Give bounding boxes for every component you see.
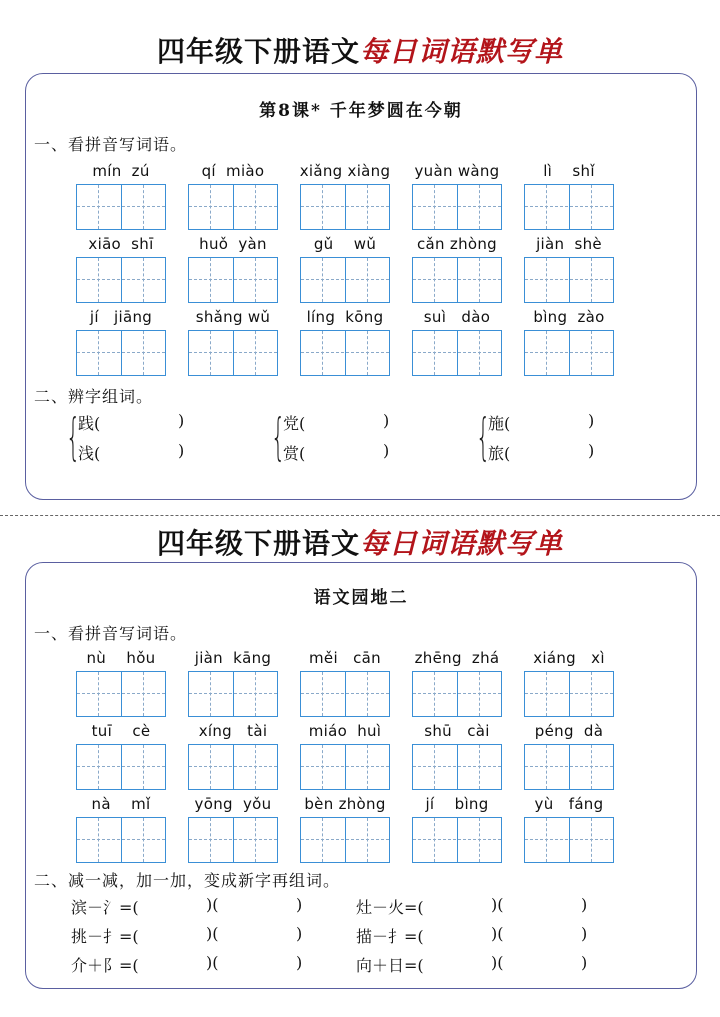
pinyin-word — [188, 162, 278, 234]
lesson-title: 第8课* 千年梦圆在今朝 — [259, 101, 463, 121]
pair-close: ) — [178, 411, 185, 430]
pair-char: 赏( — [283, 444, 306, 463]
pair-line[interactable] — [488, 441, 648, 467]
pinyin-text: jí jiāng — [89, 308, 153, 326]
pinyin-word — [300, 649, 390, 721]
pinyin-row — [76, 162, 666, 234]
pinyin-text: xiǎng xiàng — [299, 162, 391, 180]
equation-mid: )( — [206, 924, 219, 943]
addsub-equation[interactable] — [356, 924, 616, 950]
distinguish-pair — [66, 408, 236, 471]
pinyin-word — [300, 795, 390, 867]
pinyin-word — [412, 235, 502, 307]
pinyin-text: jiàn kāng — [194, 649, 272, 667]
header-black-text: 四年级下册语文 — [156, 35, 360, 68]
writing-box[interactable] — [412, 671, 502, 717]
pair-char: 旅( — [488, 444, 511, 463]
pinyin-text: bìng zào — [533, 308, 605, 326]
pair-close: ) — [383, 411, 390, 430]
writing-box[interactable] — [188, 184, 278, 230]
equation-mid: )( — [491, 895, 504, 914]
addsub-equation[interactable] — [71, 895, 331, 921]
writing-box[interactable] — [524, 330, 614, 376]
pinyin-text: xiáng xì — [533, 649, 605, 667]
pinyin-word — [524, 795, 614, 867]
pinyin-text: shǎng wǔ — [195, 308, 271, 326]
section-distinguish-title: 二、辨字组词。 — [34, 387, 154, 406]
pinyin-word — [76, 649, 166, 721]
writing-box[interactable] — [188, 744, 278, 790]
equation-mid: )( — [491, 924, 504, 943]
pinyin-row — [76, 795, 666, 867]
pair-char: 党( — [283, 414, 306, 433]
distinguish-pair — [271, 408, 441, 471]
pinyin-text: suì dào — [423, 308, 491, 326]
pinyin-word — [76, 235, 166, 307]
pinyin-word — [524, 235, 614, 307]
pinyin-word — [412, 795, 502, 867]
pinyin-text: xíng tài — [198, 722, 268, 740]
pair-line[interactable] — [488, 411, 648, 437]
pinyin-text: cǎn zhòng — [417, 235, 497, 253]
pinyin-text: mín zú — [92, 162, 150, 180]
distinguish-pair — [476, 408, 646, 471]
writing-box[interactable] — [76, 744, 166, 790]
pair-close: ) — [383, 441, 390, 460]
pair-line[interactable] — [283, 411, 443, 437]
pinyin-word — [76, 722, 166, 794]
pair-char: 践( — [78, 414, 101, 433]
equation-mid: )( — [206, 895, 219, 914]
pinyin-word — [188, 722, 278, 794]
pinyin-text: líng kōng — [306, 308, 384, 326]
pinyin-word — [300, 235, 390, 307]
writing-box[interactable] — [300, 744, 390, 790]
writing-box[interactable] — [524, 184, 614, 230]
addsub-equation[interactable] — [356, 953, 616, 979]
pinyin-row — [76, 308, 666, 380]
writing-box[interactable] — [412, 330, 502, 376]
pinyin-text: tuī cè — [91, 722, 151, 740]
pinyin-text: péng dà — [534, 722, 604, 740]
writing-box[interactable] — [188, 330, 278, 376]
sheet2-header — [0, 522, 720, 562]
pair-line[interactable] — [78, 441, 238, 467]
pinyin-word — [76, 308, 166, 380]
writing-box[interactable] — [524, 671, 614, 717]
pinyin-word — [76, 162, 166, 234]
pinyin-text: huǒ yàn — [199, 235, 267, 253]
pair-close: ) — [178, 441, 185, 460]
addsub-equation[interactable] — [356, 895, 616, 921]
pinyin-word — [524, 722, 614, 794]
pinyin-word — [524, 308, 614, 380]
equation-lhs: 滨－氵=( — [71, 898, 139, 917]
pinyin-row — [76, 722, 666, 794]
writing-box[interactable] — [412, 744, 502, 790]
pair-close: ) — [588, 441, 595, 460]
pinyin-text: gǔ wǔ — [313, 235, 377, 253]
writing-box[interactable] — [188, 817, 278, 863]
pinyin-word — [300, 162, 390, 234]
pinyin-text: měi cān — [309, 649, 381, 667]
pinyin-word — [188, 649, 278, 721]
section-pinyin-title: 一、看拼音写词语。 — [34, 135, 188, 154]
pinyin-word — [300, 722, 390, 794]
sheet2-panel — [25, 562, 697, 989]
section-addsub-title: 二、减一减，加一加，变成新字再组词。 — [34, 871, 341, 890]
writing-box[interactable] — [300, 184, 390, 230]
pinyin-text: nù hǒu — [86, 649, 156, 667]
section-pinyin-title: 一、看拼音写词语。 — [34, 624, 188, 643]
sheet1-header — [0, 30, 720, 70]
distinguish-pairs — [66, 408, 666, 471]
pinyin-row — [76, 649, 666, 721]
pinyin-text: zhēng zhá — [414, 649, 500, 667]
pinyin-word — [412, 649, 502, 721]
equation-end: ) — [581, 924, 588, 943]
pair-char: 浅( — [78, 444, 101, 463]
writing-box[interactable] — [412, 257, 502, 303]
lesson-title: 语文园地二 — [313, 588, 409, 608]
pinyin-text: jiàn shè — [536, 235, 602, 253]
pinyin-word — [76, 795, 166, 867]
writing-box[interactable] — [524, 257, 614, 303]
writing-box[interactable] — [300, 257, 390, 303]
equation-mid: )( — [206, 953, 219, 972]
pinyin-word — [188, 235, 278, 307]
pinyin-text: yù fáng — [534, 795, 604, 813]
pinyin-text: xiāo shī — [88, 235, 154, 253]
brace-icon: { — [66, 408, 81, 466]
header-red-text: 每日词语默写单 — [360, 35, 564, 68]
equation-end: ) — [581, 895, 588, 914]
pair-line[interactable] — [78, 411, 238, 437]
pinyin-word — [412, 308, 502, 380]
pinyin-text: qí miào — [201, 162, 265, 180]
equation-lhs: 挑－扌=( — [71, 927, 139, 946]
writing-box[interactable] — [524, 744, 614, 790]
writing-box[interactable] — [412, 817, 502, 863]
equation-mid: )( — [491, 953, 504, 972]
cut-line — [0, 515, 720, 516]
writing-box[interactable] — [412, 184, 502, 230]
equation-end: ) — [296, 924, 303, 943]
addsub-equation[interactable] — [71, 924, 331, 950]
pinyin-text: yuàn wàng — [414, 162, 500, 180]
writing-box[interactable] — [76, 330, 166, 376]
writing-box[interactable] — [188, 257, 278, 303]
writing-box[interactable] — [76, 817, 166, 863]
pinyin-text: shū cài — [424, 722, 490, 740]
header-black-text: 四年级下册语文 — [156, 527, 360, 560]
addsub-equation[interactable] — [71, 953, 331, 979]
pair-line[interactable] — [283, 441, 443, 467]
pinyin-text: bèn zhòng — [304, 795, 386, 813]
pinyin-text: lì shǐ — [543, 162, 595, 180]
pair-char: 施( — [488, 414, 511, 433]
pinyin-word — [188, 308, 278, 380]
writing-box[interactable] — [524, 817, 614, 863]
pinyin-row — [76, 235, 666, 307]
pinyin-word — [300, 308, 390, 380]
writing-box[interactable] — [188, 671, 278, 717]
pinyin-text: jí bìng — [425, 795, 489, 813]
header-red-text: 每日词语默写单 — [360, 527, 564, 560]
sheet1-panel — [25, 73, 697, 500]
brace-icon: { — [476, 408, 491, 466]
equation-end: ) — [296, 895, 303, 914]
writing-box[interactable] — [300, 671, 390, 717]
equation-end: ) — [296, 953, 303, 972]
pair-close: ) — [588, 411, 595, 430]
writing-box[interactable] — [300, 330, 390, 376]
writing-box[interactable] — [76, 257, 166, 303]
writing-box[interactable] — [300, 817, 390, 863]
pinyin-word — [188, 795, 278, 867]
equation-lhs: 灶－火=( — [356, 898, 424, 917]
equation-lhs: 描－扌=( — [356, 927, 424, 946]
brace-icon: { — [271, 408, 286, 466]
equation-end: ) — [581, 953, 588, 972]
equation-lhs: 向＋日=( — [356, 956, 424, 975]
equation-lhs: 介＋阝=( — [71, 956, 139, 975]
pinyin-word — [412, 162, 502, 234]
pinyin-word — [524, 162, 614, 234]
pinyin-text: miáo huì — [308, 722, 382, 740]
pinyin-text: yōng yǒu — [194, 795, 272, 813]
writing-box[interactable] — [76, 184, 166, 230]
writing-box[interactable] — [76, 671, 166, 717]
pinyin-word — [524, 649, 614, 721]
pinyin-word — [412, 722, 502, 794]
pinyin-text: nà mǐ — [91, 795, 151, 813]
